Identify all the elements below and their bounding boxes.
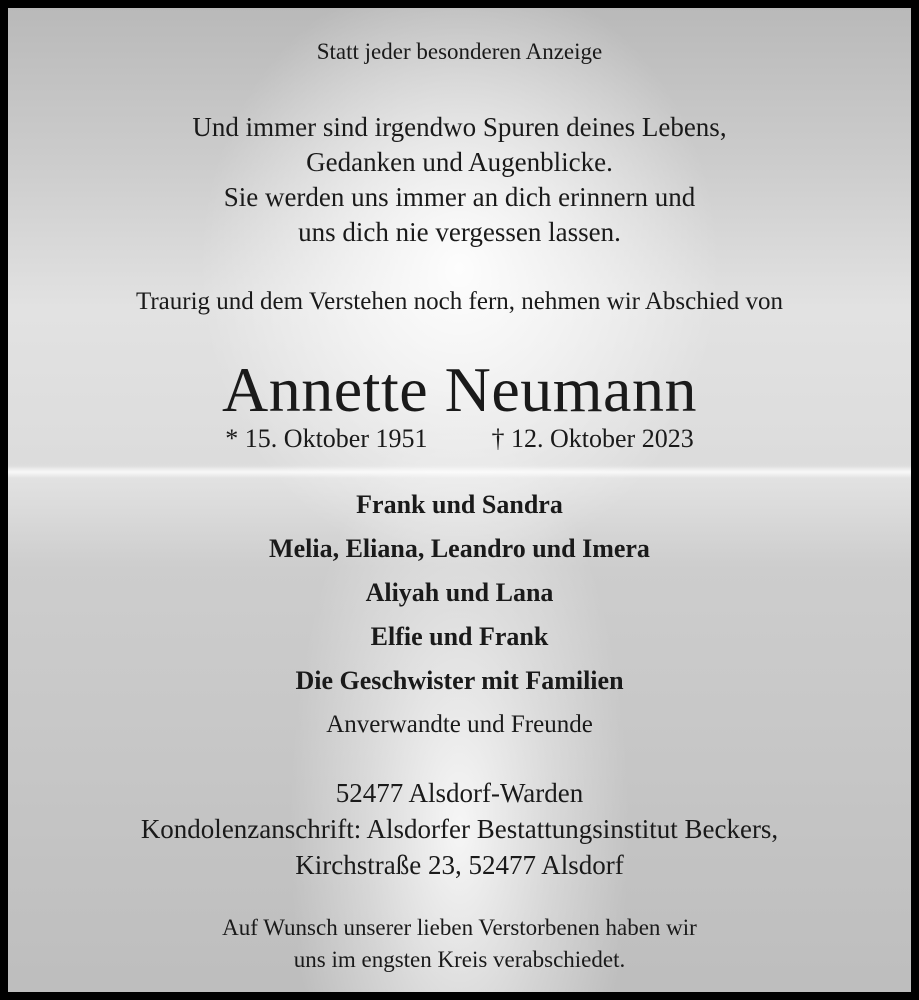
background-horizon — [8, 466, 911, 478]
lead-line: Traurig und dem Verstehen noch fern, nehmen wir Abschied von — [135, 288, 784, 315]
poem-line-3: Sie werden uns immer an dich erinnern und — [223, 182, 696, 212]
birth-date: * 15. Oktober 1951 — [225, 424, 428, 453]
address-line-3: Kirchstraße 23, 52477 Alsdorf — [295, 850, 624, 880]
closing-line-2: uns im engsten Kreis verabschiedet. — [293, 947, 626, 972]
deceased-name: Annette Neumann — [222, 354, 697, 425]
mourner-line-2: Melia, Eliana, Leandro und Imera — [269, 534, 650, 563]
mourner-line-5: Die Geschwister mit Familien — [295, 666, 624, 695]
address-line-1: 52477 Alsdorf-Warden — [335, 778, 584, 808]
poem-line-1: Und immer sind irgendwo Spuren deines Lebens, — [192, 112, 727, 142]
intro-line: Statt jeder besonderen Anzeige — [316, 39, 603, 64]
mourner-line-1: Frank und Sandra — [356, 490, 563, 519]
life-dates — [8, 426, 911, 452]
address-line-2: Kondolenzanschrift: Alsdorfer Bestattungsinstitut Beckers, — [140, 814, 779, 844]
poem-line-2: Gedanken und Augenblicke. — [306, 147, 613, 177]
mourner-line-4: Elfie und Frank — [370, 622, 549, 651]
death-date: † 12. Oktober 2023 — [491, 424, 694, 453]
closing-line-1: Auf Wunsch unserer lieben Verstorbenen haben wir — [222, 915, 697, 940]
poem-line-4: uns dich nie vergessen lassen. — [298, 217, 621, 247]
mourner-line-3: Aliyah und Lana — [365, 578, 554, 607]
relatives-line: Anverwandte und Freunde — [326, 711, 593, 738]
